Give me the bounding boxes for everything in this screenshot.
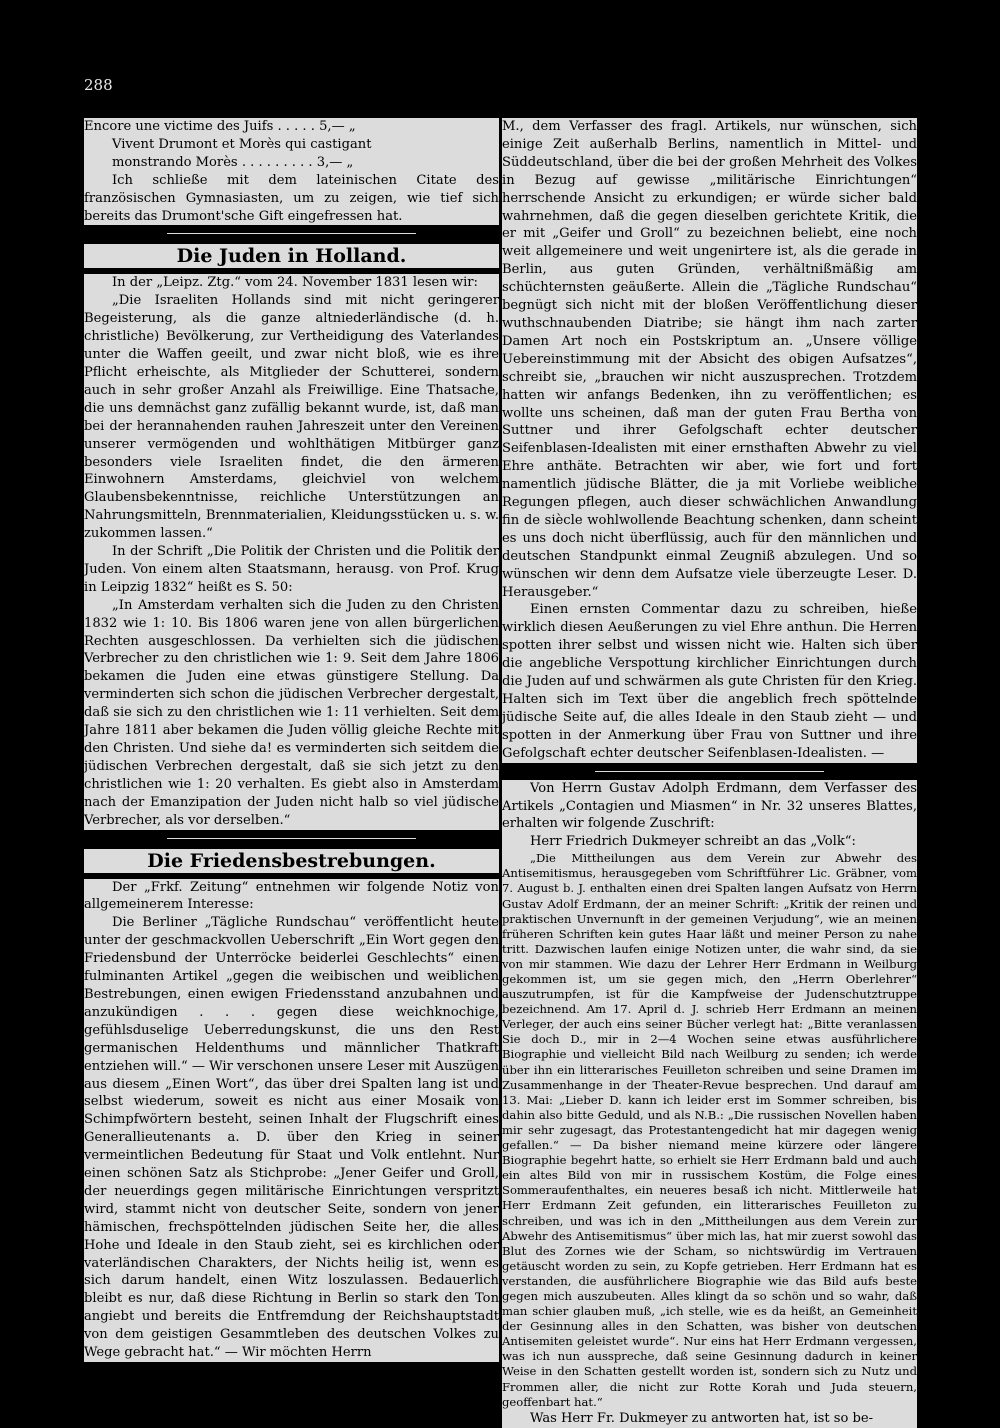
paragraph: Was Herr Fr. Dukmeyer zu antworten hat, ist so be- bbox=[502, 1410, 917, 1428]
paragraph: Herr Friedrich Dukmeyer schreibt an das „Volk“: bbox=[502, 833, 917, 851]
section-heading: Die Friedensbestrebungen. bbox=[84, 849, 499, 873]
page-number: 288 bbox=[84, 76, 113, 94]
list-line: monstrando Morès . . . . . . . . . 3,— „ bbox=[84, 154, 499, 172]
divider bbox=[167, 233, 416, 234]
paragraph: Einen ernsten Commentar dazu zu schreiben, hieße wirklich diesen Aeußerungen zu viel Ehre anthun. Die Herren spotten ihrer selbst und wissen nicht wie. Halten sich über die angebliche Verspottung kirchlicher Einrichtungen durch die Juden auf und schwärmen als gute Christen für den Krieg. Halten sich im Text über die angeblich frech spöttelnde jüdische Seite auf, die alles Ideale in den Staub zieht — und spotten in der Anmerkung über Frau von Suttner und ihre Gefolgschaft echter deutscher Seifenblasen-Idealisten. — bbox=[502, 602, 917, 761]
paragraph: Von Herrn Gustav Adolph Erdmann, dem Verfasser des Artikels „Contagien und Miasmen“ in Nr. 32 unseres Blattes, erhalten wir folgende Zuschrift: bbox=[502, 780, 917, 832]
paragraph: Ich schließe mit dem lateinischen Citate des französischen Gymnasiasten, um zu zeigen, wie tief sich bereits das Drumont'sche Gift eingefressen hat. bbox=[84, 172, 499, 224]
quoted-letter: „Die Mittheilungen aus dem Verein zur Abwehr des Antisemitismus, herausgegeben vom Schriftführer Lic. Gräbner, vom 7. August b. J. enthalten einen drei Spalten langen Aufsatz von Herrn Gustav Adolf Erdmann, der an meiner Schrift: „Kritik der reinen und praktischen Unvernunft in der gemeinen Verjudung“, wie an meinen früheren Schriften kein gutes Haar läßt und meiner Person zu nahe tritt. Dazwischen laufen einige Notizen unter, die wahr sind, da sie von mir stammen. Wie dazu der Lehrer Herr Erdmann in Weilburg gekommen ist, um sie gegen mich, den „Herrn Oberlehrer“ auszutrumpfen, ist für die Kampfweise der Judenschutztruppe bezeichnend. Am 17. April d. J. schrieb Herr Erdmann an meinen Verleger, der auch eins seiner Bücher verlegt hat: „Bitte veranlassen Sie doch D., mir in 2—4 Wochen seine etwas ausführlichere Biographie und vielleicht Bild nach Weilburg zu senden; ich werde über ihn ein litterarisches Feuilleton schreiben und seine Dramen im Zusammenhange in der Theater-Revue besprechen. Und darauf am 13. Mai: „Lieber D. kann ich leider erst im Sommer schreiben, bis dahin also bitte Geduld, und als N.B.: „Die russischen Novellen haben mir sehr zugesagt, das Protestantengedicht hat mir dagegen wenig gefallen.“ — Da bisher niemand meine kürzere oder längere Biographie begehrt hatte, so erhielt sie Herr Erdmann bald und auch ein altes Bild von mir in russischem Kostüm, die Folge eines Sommeraufenthaltes, ein neueres besaß ich nicht. Mittlerweile hat Herr Erdmann Zeit gefunden, ein litterarisches Feuilleton zu schreiben, und was ich in den „Mittheilungen aus dem Verein zur Abwehr des Antisemitismus“ über mich las, hat mir zuerst sowohl das Blut des Zornes wie der Scham, so nichtswürdig im Vertrauen getäuscht worden zu sein, zu Kopfe getrieben. Herr Erdmann hat es verstanden, die ausführlichere Biographie wie das Bild aufs beste gegen mich auszubeuten. Alles klingt da so schön und so wahr, daß man schier glauben muß, „ich stelle, wie es da heißt, an Gemeinheit der Gesinnung alles in den Schatten, was bisher von deutschen Antisemiten geleistet wurde“. Nur eins hat Herr Erdmann vergessen, was ich nun ausspreche, daß seine Gesinnung dadurch in keiner Weise in den Schatten gestellt worden ist, sondern sich zu Nutz und Frommen aller, die nicht zur Rotte Korah und Juda steuern, geoffenbart hat.“ bbox=[502, 851, 917, 1409]
left-column bbox=[84, 118, 499, 1362]
paragraph: Der „Frkf. Zeitung“ entnehmen wir folgende Notiz von allgemeinerem Interesse: bbox=[84, 879, 499, 913]
right-column bbox=[502, 118, 917, 1428]
section-heading: Die Juden in Holland. bbox=[84, 244, 499, 268]
divider bbox=[595, 771, 823, 772]
paragraph: Die Berliner „Tägliche Rundschau“ veröffentlicht heute unter der geschmackvollen Ueberschrift „Ein Wort gegen den Friedensbund der Unterröcke beiderlei Geschlechts“ einen fulminanten Artikel „gegen die weibischen und weiblichen Bestrebungen, einen ewigen Friedensstand anzubahnen und anzukündigen . . . gegen diese weichknochige, gefühlsduselige Ueberredungskunst, die uns den Rest germanischen Heldenthums und männlicher Thatkraft entziehen will.“ — Wir verschonen unsere Leser mit Auszügen aus diesem „Einen Wort“, das über drei Spalten lang ist und selbst wiederum, soweit es nicht aus einer Mosaik von Schimpfwörtern besteht, seinen Inhalt der Flugschrift eines Generallieutenants a. D. über den Krieg in seiner vermeintlichen Bedeutung für Staat und Volk entlehnt. Nur einen schönen Satz als Stichprobe: „Jener Geifer und Groll, der neuerdings gegen militärische Einrichtungen verspritzt wird, stammt nicht von deutscher Seite, sondern von jener hämischen, frechspöttelnden jüdischen Seite her, die alles Hohe und Ideale in den Staub zieht, sei es kirchlichen oder vaterländischen Charakters, der Nichts heilig ist, wenn es sich darum handelt, einen Witz loszulassen. Bedauerlich bleibt es nur, daß diese Richtung in Berlin so stark den Ton angiebt und bereits die Entfremdung der Reichshauptstadt von dem geistigen Gesammtleben des deutschen Volkes zu Wege gebracht hat.“ — Wir möchten Herrn bbox=[84, 915, 499, 1361]
paragraph: M., dem Verfasser des fragl. Artikels, nur wünschen, sich einige Zeit außerhalb Berlins, namentlich in Mittel- und Süddeutschland, über die bei der großen Mehrheit des Volkes in Bezug auf gewisse „militärische Einrichtungen“ herrschende Ansicht zu erkundigen; er würde sicher bald wahrnehmen, daß die gegen dieselben gerichtete Kritik, die er mit „Geifer und Groll“ zu bezeichnen beliebt, eine noch weit allgemeinere und weit ungenirtere ist, als die gerade in Berlin, aus guten Gründen, verhältnißmäßig am schüchternsten geäußerte. Allein die „Tägliche Rundschau“ begnügt sich nicht mit der bloßen Veröffentlichung dieser wuthschnaubenden Diatribe; sie hängt ihm nach zarter Damen Art noch ein Postskriptum an. „Unsere völlige Uebereinstimmung mit der Absicht des obigen Aufsatzes“, schreibt sie, „brauchen wir nicht auszusprechen. Trotzdem hatten wir anfangs Bedenken, ihn zu veröffentlichen; es wollte uns scheinen, daß man der guten Frau Bertha von Suttner und ihrer Gefolgschaft echter deutscher Seifenblasen-Idealisten mit einer ernsthaften Abwehr zu viel Ehre anthäte. Betrachten wir aber, wie fort und fort namentlich jüdische Blätter, die ja mit Vorliebe weibliche Regungen pflegen, auch dieser schwächlichen Anwandlung fin de siècle wohlwollende Beachtung schenken, dann scheint es uns doch nicht überflüssig, auch für den männlichen und deutschen Standpunkt einmal Zeugniß abzulegen. Und so wünschen wir denn dem Aufsatze viele überzeugte Leser. D. Herausgeber.“ bbox=[502, 119, 917, 600]
paragraph: „In Amsterdam verhalten sich die Juden zu den Christen 1832 wie 1: 10. Bis 1806 waren jene von allen bürgerlichen Rechten ausgeschlossen. Da verhielten sich die jüdischen Verbrecher zu den christlichen wie 1: 9. Seit dem Jahre 1806 bekamen die Juden eine etwas günstigere Stellung. Da verminderten sich schon die jüdischen Verbrecher dergestalt, daß sie sich zu den christlichen wie 1: 11 verhielten. Seit dem Jahre 1811 aber bekamen die Juden völlig gleiche Rechte mit den Christen. Und siehe da! es verminderten sich seitdem die jüdischen Verbrechen dergestalt, daß sie sich jetzt zu den christlichen wie 1: 20 verhalten. Es giebt also in Amsterdam nach der Emanzipation der Juden nicht halb so viel jüdische Verbrecher, als vor derselben.“ bbox=[84, 597, 499, 828]
divider bbox=[167, 838, 416, 839]
paragraph: In der „Leipz. Ztg.“ vom 24. November 1831 lesen wir: bbox=[84, 274, 499, 292]
list-line: Encore une victime des Juifs . . . . . 5,— „ bbox=[84, 118, 499, 136]
list-line: Vivent Drumont et Morès qui castigant bbox=[84, 136, 499, 154]
paragraph: „Die Israeliten Hollands sind mit nicht geringerer Begeisterung, als die ganze altniederländische (d. h. christliche) Bevölkerung, zur Vertheidigung des Vaterlandes unter die Waffen geeilt, und zwar nicht bloß, wie es ihre Pflicht erheischte, als Mitglieder der Schutterei, sondern auch in sehr großer Anzahl als Freiwillige. Eine Thatsache, die uns demnächst ganz zufällig bekannt wurde, ist, daß man bei der herannahenden rauhen Jahreszeit unter den Vereinen unserer vermögenden und wohlthätigen Mitbürger ganz besonders viele Israeliten findet, die den ärmeren Einwohnern Amsterdams, gleichviel von welchem Glaubensbekenntnisse, reichliche Unterstützungen an Nahrungsmitteln, Brennmaterialien, Kleidungsstücken u. s. w. zukommen lassen.“ bbox=[84, 293, 499, 542]
paragraph: In der Schrift „Die Politik der Christen und die Politik der Juden. Von einem alten Staatsmann, herausg. von Prof. Krug in Leipzig 1832“ heißt es S. 50: bbox=[84, 544, 499, 595]
